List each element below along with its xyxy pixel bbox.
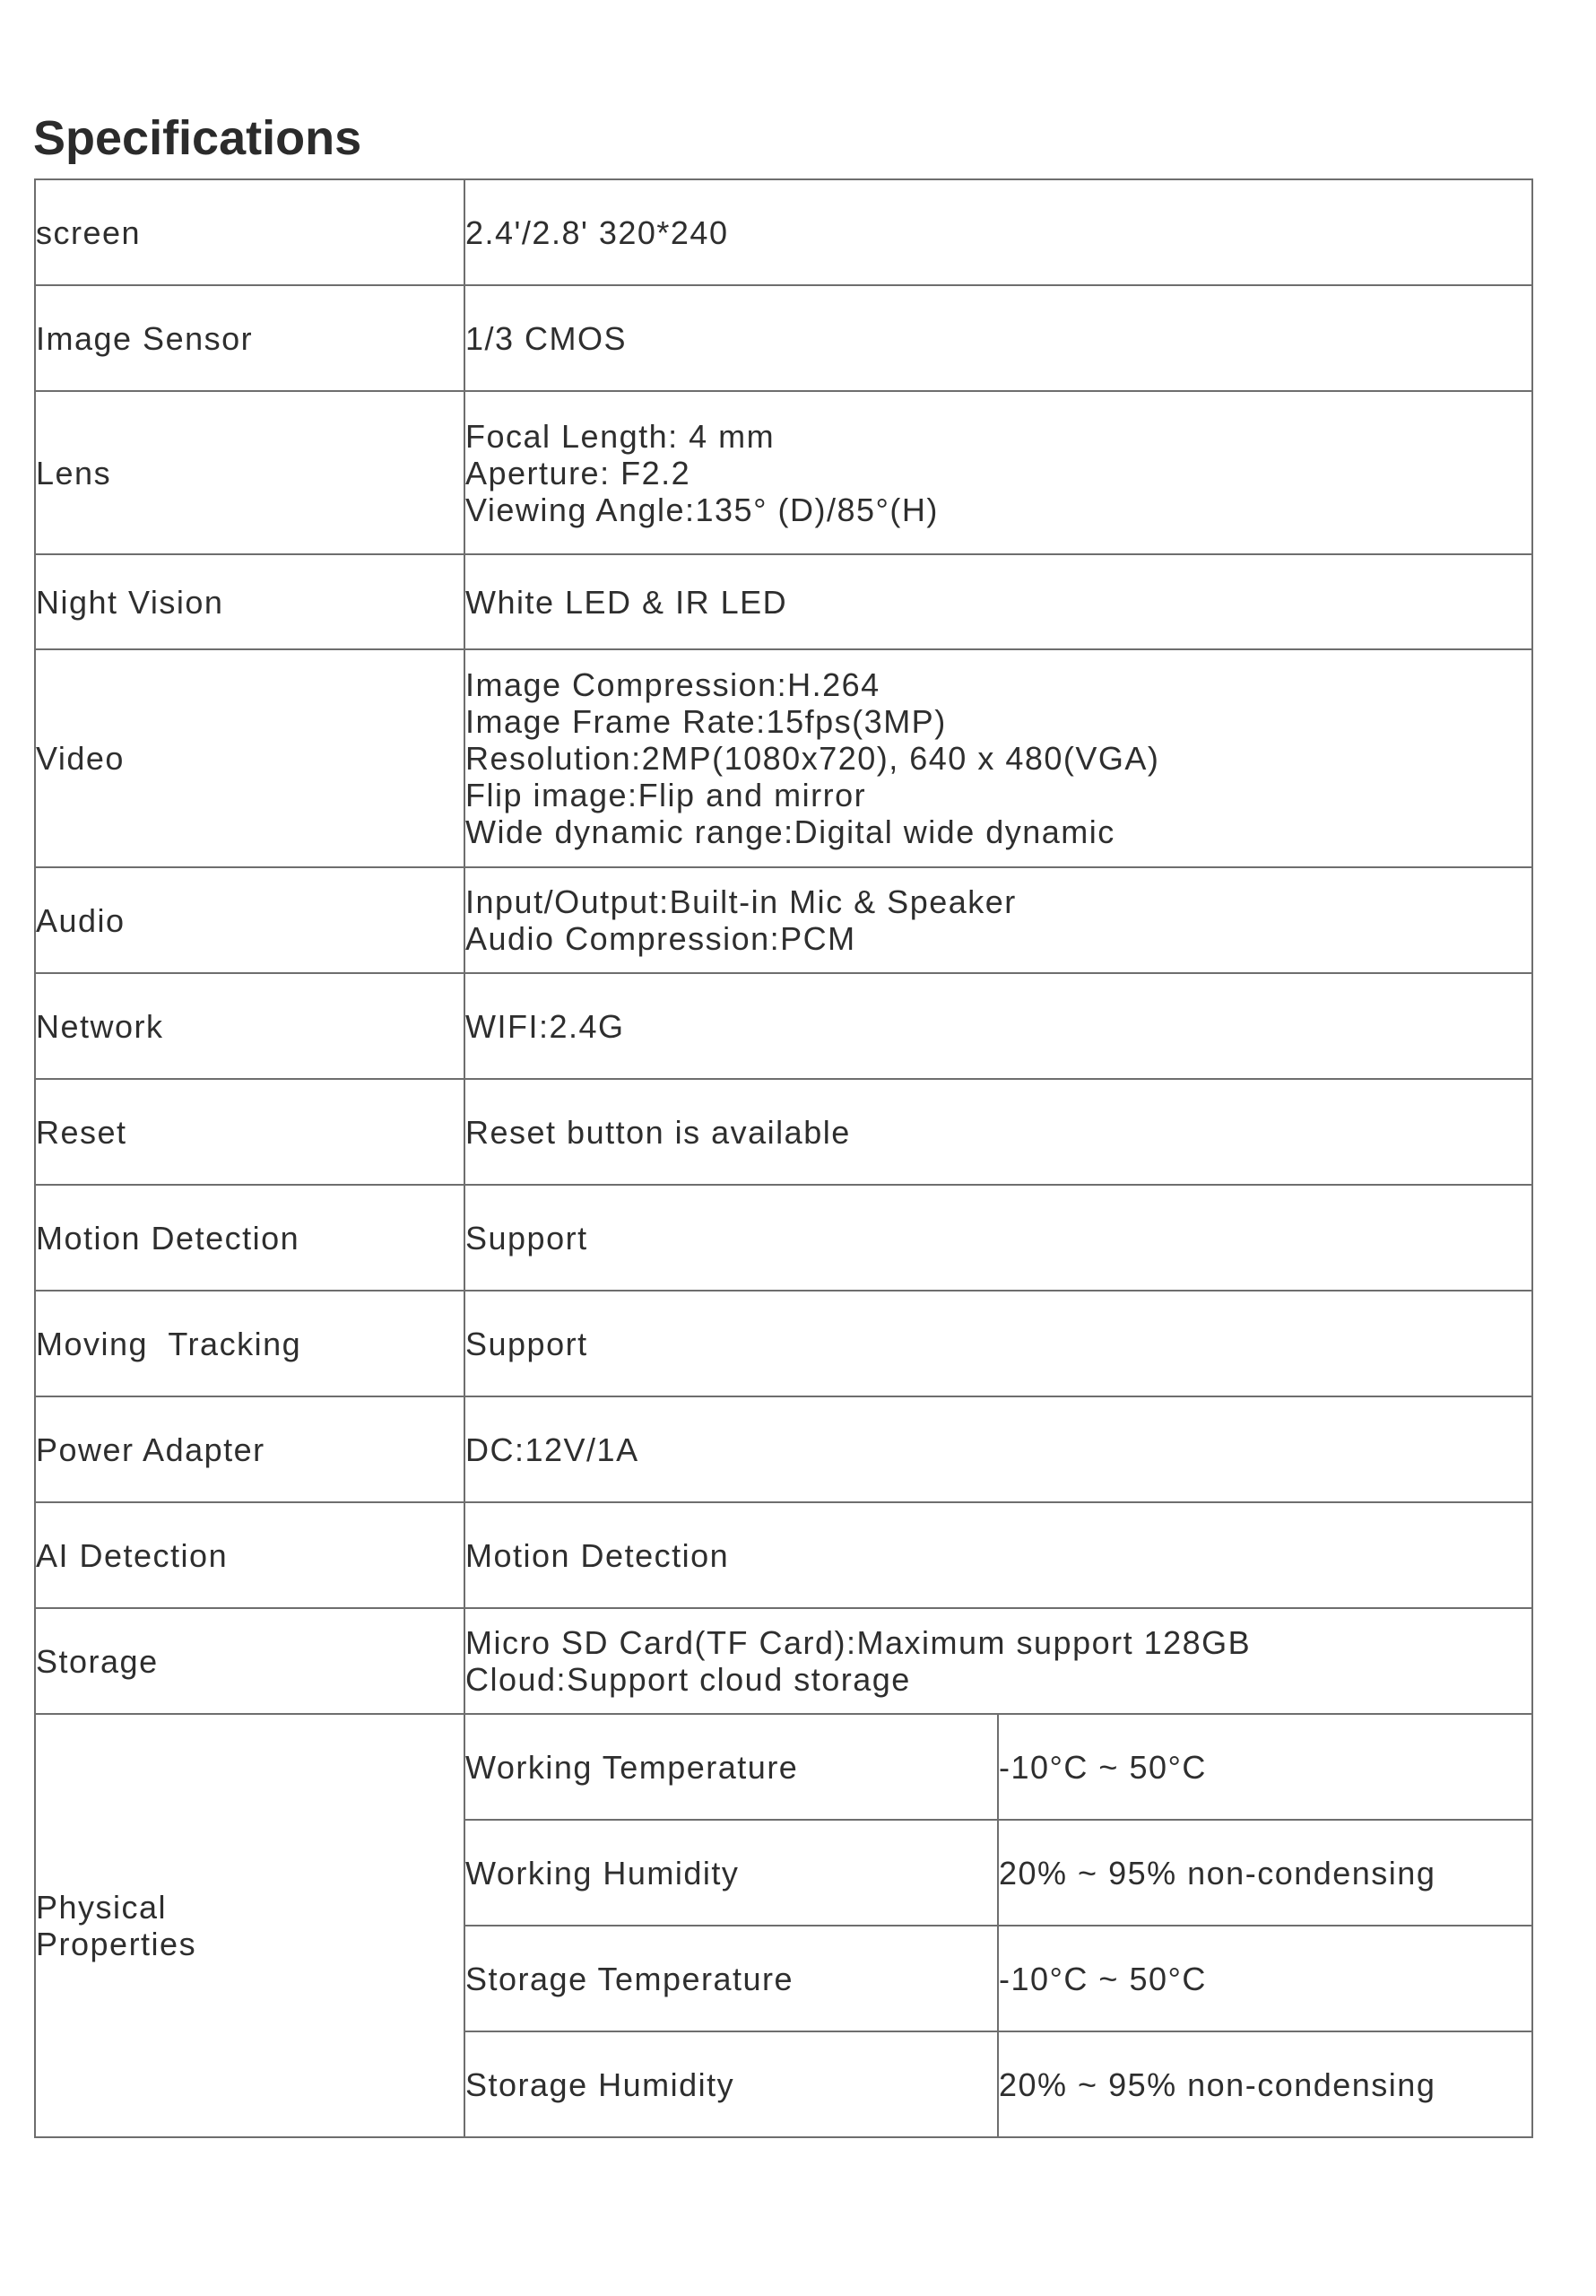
spec-value-line: Wide dynamic range:Digital wide dynamic bbox=[465, 813, 1115, 850]
spec-value-line: Viewing Angle:135° (D)/85°(H) bbox=[465, 491, 939, 528]
spec-value bbox=[464, 285, 1532, 391]
spec-value-line: Image Frame Rate:15fps(3MP) bbox=[465, 703, 947, 740]
spec-value-line: Image Compression:H.264 bbox=[465, 666, 880, 703]
spec-row-physical-properties bbox=[35, 1714, 1532, 1820]
spec-label: screen bbox=[35, 179, 464, 285]
spec-value-line: WIFI:2.4G bbox=[465, 1007, 625, 1045]
spec-value-line: Motion Detection bbox=[465, 1536, 730, 1574]
spec-row-image-sensor bbox=[35, 285, 1532, 391]
spec-label-line: Physical bbox=[36, 1889, 168, 1926]
specifications-table bbox=[34, 178, 1533, 2138]
sub-spec-value: -10°C ~ 50°C bbox=[998, 1926, 1532, 2031]
spec-label: Night Vision bbox=[35, 554, 464, 649]
spec-row-ai-detection bbox=[35, 1502, 1532, 1608]
spec-label: Reset bbox=[35, 1079, 464, 1185]
sub-spec-label: Storage Temperature bbox=[464, 1926, 998, 2031]
sub-spec-value: 20% ~ 95% non-condensing bbox=[998, 1820, 1532, 1926]
spec-row-storage bbox=[35, 1608, 1532, 1714]
spec-value-line: DC:12V/1A bbox=[465, 1431, 639, 1468]
spec-label: Lens bbox=[35, 391, 464, 554]
spec-value-line: 2.4'/2.8' 320*240 bbox=[465, 213, 729, 251]
spec-value bbox=[464, 1396, 1532, 1502]
spec-value-line: Reset button is available bbox=[465, 1113, 851, 1151]
spec-row-motion-detection bbox=[35, 1185, 1532, 1291]
page-title: Specifications bbox=[33, 111, 362, 165]
spec-value-line: Aperture: F2.2 bbox=[465, 454, 691, 491]
spec-label: Moving Tracking bbox=[35, 1291, 464, 1396]
spec-value bbox=[464, 1608, 1532, 1714]
sub-spec-label: Working Humidity bbox=[464, 1820, 998, 1926]
spec-value-line: Support bbox=[465, 1325, 588, 1362]
spec-value-line: Input/Output:Built-in Mic & Speaker bbox=[465, 883, 1017, 920]
spec-value bbox=[464, 649, 1532, 867]
spec-row-screen bbox=[35, 179, 1532, 285]
spec-label: Power Adapter bbox=[35, 1396, 464, 1502]
spec-row-reset bbox=[35, 1079, 1532, 1185]
sub-spec-label: Storage Humidity bbox=[464, 2031, 998, 2137]
spec-label: Storage bbox=[35, 1608, 464, 1714]
spec-value bbox=[464, 1291, 1532, 1396]
spec-value-line: White LED & IR LED bbox=[465, 583, 788, 621]
spec-value-line: Focal Length: 4 mm bbox=[465, 417, 776, 455]
spec-value bbox=[464, 1502, 1532, 1608]
spec-value-line: Cloud:Support cloud storage bbox=[465, 1661, 911, 1698]
spec-value-line: Support bbox=[465, 1219, 588, 1257]
sub-spec-label: Working Temperature bbox=[464, 1714, 998, 1820]
sub-spec-value: -10°C ~ 50°C bbox=[998, 1714, 1532, 1820]
spec-value bbox=[464, 391, 1532, 554]
sub-spec-value: 20% ~ 95% non-condensing bbox=[998, 2031, 1532, 2137]
spec-value-line: 1/3 CMOS bbox=[465, 319, 628, 357]
spec-label: Motion Detection bbox=[35, 1185, 464, 1291]
spec-value bbox=[464, 973, 1532, 1079]
spec-label bbox=[35, 1714, 464, 2137]
spec-label: Video bbox=[35, 649, 464, 867]
spec-value-line: Resolution:2MP(1080x720), 640 x 480(VGA) bbox=[465, 740, 1160, 777]
spec-value bbox=[464, 1185, 1532, 1291]
spec-row-moving-tracking bbox=[35, 1291, 1532, 1396]
spec-row-night-vision bbox=[35, 554, 1532, 649]
spec-value-line: Micro SD Card(TF Card):Maximum support 128GB bbox=[465, 1624, 1252, 1661]
spec-value bbox=[464, 554, 1532, 649]
spec-label: AI Detection bbox=[35, 1502, 464, 1608]
spec-row-video bbox=[35, 649, 1532, 867]
spec-row-network bbox=[35, 973, 1532, 1079]
spec-row-power-adapter bbox=[35, 1396, 1532, 1502]
spec-value-line: Flip image:Flip and mirror bbox=[465, 777, 867, 813]
spec-value-line: Audio Compression:PCM bbox=[465, 920, 856, 957]
spec-value bbox=[464, 1079, 1532, 1185]
spec-row-lens bbox=[35, 391, 1532, 554]
spec-value bbox=[464, 867, 1532, 973]
spec-label: Image Sensor bbox=[35, 285, 464, 391]
spec-label: Network bbox=[35, 973, 464, 1079]
spec-label-line: Properties bbox=[36, 1926, 197, 1962]
spec-row-audio bbox=[35, 867, 1532, 973]
spec-label: Audio bbox=[35, 867, 464, 973]
spec-value bbox=[464, 179, 1532, 285]
